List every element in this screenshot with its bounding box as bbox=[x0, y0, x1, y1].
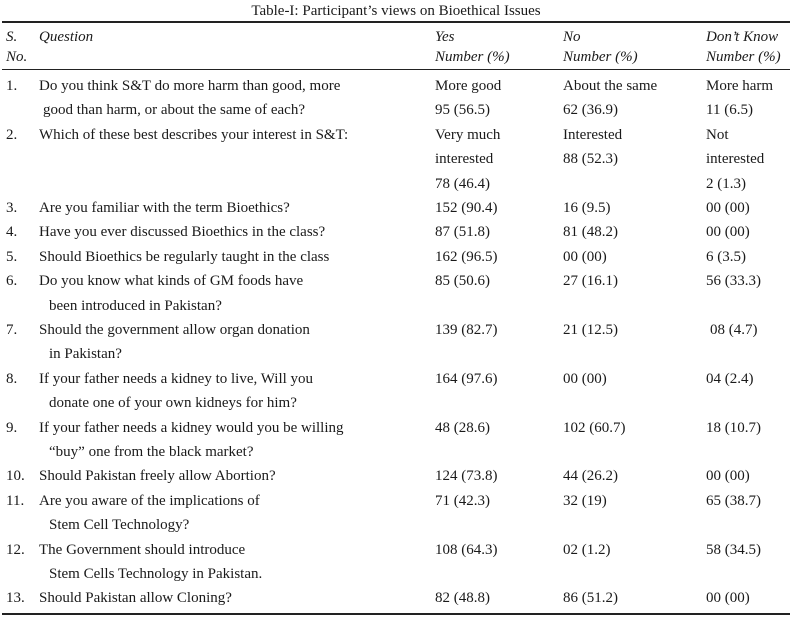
dontknow-cell-line: 11 (6.5) bbox=[706, 102, 753, 119]
row-number: 10. bbox=[6, 468, 25, 485]
no-cell bbox=[563, 586, 698, 610]
dontknow-cell bbox=[706, 220, 792, 244]
yes-cell-line: 95 (56.5) bbox=[435, 102, 490, 119]
dontknow-cell bbox=[706, 123, 792, 196]
yes-cell bbox=[435, 367, 560, 391]
question-cell-line: Stem Cells Technology in Pakistan. bbox=[49, 565, 263, 582]
row-number: 7. bbox=[6, 321, 18, 338]
dontknow-cell bbox=[706, 489, 792, 513]
yes-cell-line: 124 (73.8) bbox=[435, 468, 498, 485]
dontknow-cell bbox=[706, 74, 792, 123]
no-cell bbox=[563, 245, 698, 269]
question-cell-line: donate one of your own kidneys for him? bbox=[49, 395, 297, 412]
header-sno bbox=[6, 27, 27, 67]
question-cell-line: Are you familiar with the term Bioethics? bbox=[39, 199, 290, 216]
question-cell bbox=[39, 269, 429, 318]
question-cell-line: The Government should introduce bbox=[39, 541, 246, 558]
no-cell-line: 16 (9.5) bbox=[563, 199, 611, 216]
dontknow-cell-line: 00 (00) bbox=[706, 468, 750, 485]
table-body bbox=[0, 74, 792, 611]
question-cell-line: Do you think S&T do more harm than good, more bbox=[39, 78, 341, 94]
row-number: 1. bbox=[6, 78, 18, 94]
dontknow-cell-line: More harm bbox=[706, 78, 774, 94]
yes-cell bbox=[435, 74, 560, 123]
yes-cell-line: 152 (90.4) bbox=[435, 199, 498, 216]
row-number: 2. bbox=[6, 126, 18, 143]
no-cell-line: 21 (12.5) bbox=[563, 321, 618, 338]
yes-cell-line: 164 (97.6) bbox=[435, 370, 498, 387]
yes-cell bbox=[435, 416, 560, 440]
table-row bbox=[0, 416, 792, 465]
dontknow-cell-line: Not bbox=[706, 126, 729, 143]
yes-cell bbox=[435, 586, 560, 610]
yes-cell bbox=[435, 318, 560, 342]
dontknow-cell bbox=[706, 464, 792, 488]
yes-cell bbox=[435, 464, 560, 488]
header-sno-line-1: S. bbox=[6, 29, 18, 45]
table-row bbox=[0, 245, 792, 269]
question-cell-line: in Pakistan? bbox=[49, 346, 122, 363]
table-caption: Table-I: Participant’s views on Bioethical Issues bbox=[251, 3, 541, 19]
no-cell bbox=[563, 489, 698, 513]
dontknow-cell bbox=[706, 245, 792, 269]
table-row bbox=[0, 586, 792, 610]
header-question-line-1: Question bbox=[39, 29, 94, 45]
no-cell bbox=[563, 464, 698, 488]
row-number: 8. bbox=[6, 370, 18, 387]
dontknow-cell bbox=[706, 367, 792, 391]
no-cell-line: About the same bbox=[563, 78, 658, 94]
header-yes-line-2: Number (%) bbox=[435, 49, 510, 65]
question-cell-line: Have you ever discussed Bioethics in the class? bbox=[39, 224, 326, 241]
yes-cell-line: 108 (64.3) bbox=[435, 541, 498, 558]
row-number: 4. bbox=[6, 224, 18, 241]
header-rule bbox=[2, 69, 790, 70]
question-cell-line: If your father needs a kidney to live, Will you bbox=[39, 370, 314, 387]
dontknow-cell-line: 58 (34.5) bbox=[706, 541, 761, 558]
dontknow-cell bbox=[706, 586, 792, 610]
header-yes bbox=[435, 27, 510, 67]
question-cell-line: Should Pakistan freely allow Abortion? bbox=[39, 468, 276, 485]
no-cell bbox=[563, 196, 698, 220]
question-cell-line: Should the government allow organ donation bbox=[39, 321, 310, 338]
no-cell-line: Interested bbox=[563, 126, 623, 143]
question-cell-line: Do you know what kinds of GM foods have bbox=[39, 273, 304, 290]
dontknow-cell-line: 08 (4.7) bbox=[710, 321, 758, 338]
header-dontknow-line-1: Don’t Know bbox=[706, 29, 779, 45]
table-top-rule bbox=[2, 21, 790, 23]
question-cell bbox=[39, 245, 429, 269]
row-number: 12. bbox=[6, 541, 25, 558]
no-cell bbox=[563, 220, 698, 244]
dontknow-cell-line: 00 (00) bbox=[706, 199, 750, 216]
dontknow-cell bbox=[706, 269, 792, 293]
yes-cell bbox=[435, 538, 560, 562]
table-row bbox=[0, 464, 792, 488]
header-question bbox=[39, 27, 93, 47]
no-cell bbox=[563, 538, 698, 562]
question-cell bbox=[39, 416, 429, 465]
question-cell-line: Which of these best describes your interest in S&T: bbox=[39, 126, 349, 143]
dontknow-cell-line: 00 (00) bbox=[706, 590, 750, 607]
yes-cell-line: 85 (50.6) bbox=[435, 273, 490, 290]
yes-cell-line: 139 (82.7) bbox=[435, 321, 498, 338]
dontknow-cell-line: 18 (10.7) bbox=[706, 419, 761, 436]
question-cell-line: good than harm, or about the same of each? bbox=[43, 102, 305, 119]
yes-cell-line: interested bbox=[435, 151, 494, 168]
table-row bbox=[0, 123, 792, 196]
dontknow-cell bbox=[706, 196, 792, 220]
no-cell bbox=[563, 123, 698, 172]
no-cell bbox=[563, 269, 698, 293]
question-cell bbox=[39, 318, 429, 367]
question-cell bbox=[39, 123, 429, 147]
question-cell bbox=[39, 464, 429, 488]
header-yes-line-1: Yes bbox=[435, 29, 455, 45]
question-cell bbox=[39, 367, 429, 416]
table-row bbox=[0, 196, 792, 220]
no-cell bbox=[563, 74, 698, 123]
no-cell-line: 102 (60.7) bbox=[563, 419, 626, 436]
yes-cell-line: 48 (28.6) bbox=[435, 419, 490, 436]
table-row bbox=[0, 74, 792, 123]
question-cell bbox=[39, 220, 429, 244]
dontknow-cell-line: 65 (38.7) bbox=[706, 492, 761, 509]
header-no-line-1: No bbox=[563, 29, 581, 45]
table-row bbox=[0, 367, 792, 416]
no-cell bbox=[563, 318, 698, 342]
question-cell-line: Stem Cell Technology? bbox=[49, 517, 190, 534]
row-number: 13. bbox=[6, 590, 25, 607]
no-cell-line: 32 (19) bbox=[563, 492, 607, 509]
dontknow-cell bbox=[706, 318, 792, 342]
yes-cell-line: 78 (46.4) bbox=[435, 175, 490, 192]
yes-cell-line: 162 (96.5) bbox=[435, 248, 498, 265]
dontknow-cell-line: 2 (1.3) bbox=[706, 175, 746, 192]
yes-cell-line: 82 (48.8) bbox=[435, 590, 490, 607]
yes-cell-line: Very much bbox=[435, 126, 501, 143]
table-row bbox=[0, 269, 792, 318]
question-cell-line: Should Pakistan allow Cloning? bbox=[39, 590, 232, 607]
dontknow-cell-line: 04 (2.4) bbox=[706, 370, 754, 387]
no-cell-line: 86 (51.2) bbox=[563, 590, 618, 607]
yes-cell-line: 71 (42.3) bbox=[435, 492, 490, 509]
no-cell bbox=[563, 416, 698, 440]
question-cell-line: “buy” one from the black market? bbox=[49, 443, 254, 460]
table-row bbox=[0, 220, 792, 244]
dontknow-cell bbox=[706, 416, 792, 440]
dontknow-cell-line: 56 (33.3) bbox=[706, 273, 761, 290]
no-cell-line: 02 (1.2) bbox=[563, 541, 611, 558]
header-no-line-2: Number (%) bbox=[563, 49, 638, 65]
row-number: 6. bbox=[6, 273, 18, 290]
row-number: 5. bbox=[6, 248, 18, 265]
question-cell bbox=[39, 538, 429, 587]
dontknow-cell-line: 00 (00) bbox=[706, 224, 750, 241]
no-cell-line: 27 (16.1) bbox=[563, 273, 618, 290]
header-dontknow bbox=[706, 27, 781, 67]
no-cell bbox=[563, 367, 698, 391]
no-cell-line: 62 (36.9) bbox=[563, 102, 618, 119]
table-row bbox=[0, 318, 792, 367]
question-cell-line: Are you aware of the implications of bbox=[39, 492, 260, 509]
header-dontknow-line-2: Number (%) bbox=[706, 49, 781, 65]
question-cell bbox=[39, 586, 429, 610]
table-row bbox=[0, 489, 792, 538]
table-row bbox=[0, 538, 792, 587]
header-sno-line-2: No. bbox=[6, 49, 28, 65]
dontknow-cell-line: 6 (3.5) bbox=[706, 248, 746, 265]
row-number: 9. bbox=[6, 419, 18, 436]
question-cell-line: Should Bioethics be regularly taught in the class bbox=[39, 248, 330, 265]
dontknow-cell bbox=[706, 538, 792, 562]
yes-cell bbox=[435, 123, 560, 196]
no-cell-line: 00 (00) bbox=[563, 370, 607, 387]
yes-cell bbox=[435, 220, 560, 244]
no-cell-line: 00 (00) bbox=[563, 248, 607, 265]
dontknow-cell-line: interested bbox=[706, 151, 765, 168]
no-cell-line: 44 (26.2) bbox=[563, 468, 618, 485]
yes-cell bbox=[435, 489, 560, 513]
question-cell-line: If your father needs a kidney would you be willing bbox=[39, 419, 344, 436]
question-cell bbox=[39, 74, 429, 123]
yes-cell-line: More good bbox=[435, 78, 502, 94]
question-cell bbox=[39, 489, 429, 538]
table-bottom-rule bbox=[2, 613, 790, 615]
row-number: 11. bbox=[6, 492, 25, 509]
question-cell-line: been introduced in Pakistan? bbox=[49, 297, 222, 314]
yes-cell bbox=[435, 269, 560, 293]
yes-cell bbox=[435, 196, 560, 220]
header-no bbox=[563, 27, 638, 67]
no-cell-line: 81 (48.2) bbox=[563, 224, 618, 241]
yes-cell bbox=[435, 245, 560, 269]
no-cell-line: 88 (52.3) bbox=[563, 151, 618, 168]
yes-cell-line: 87 (51.8) bbox=[435, 224, 490, 241]
question-cell bbox=[39, 196, 429, 220]
row-number: 3. bbox=[6, 199, 18, 216]
